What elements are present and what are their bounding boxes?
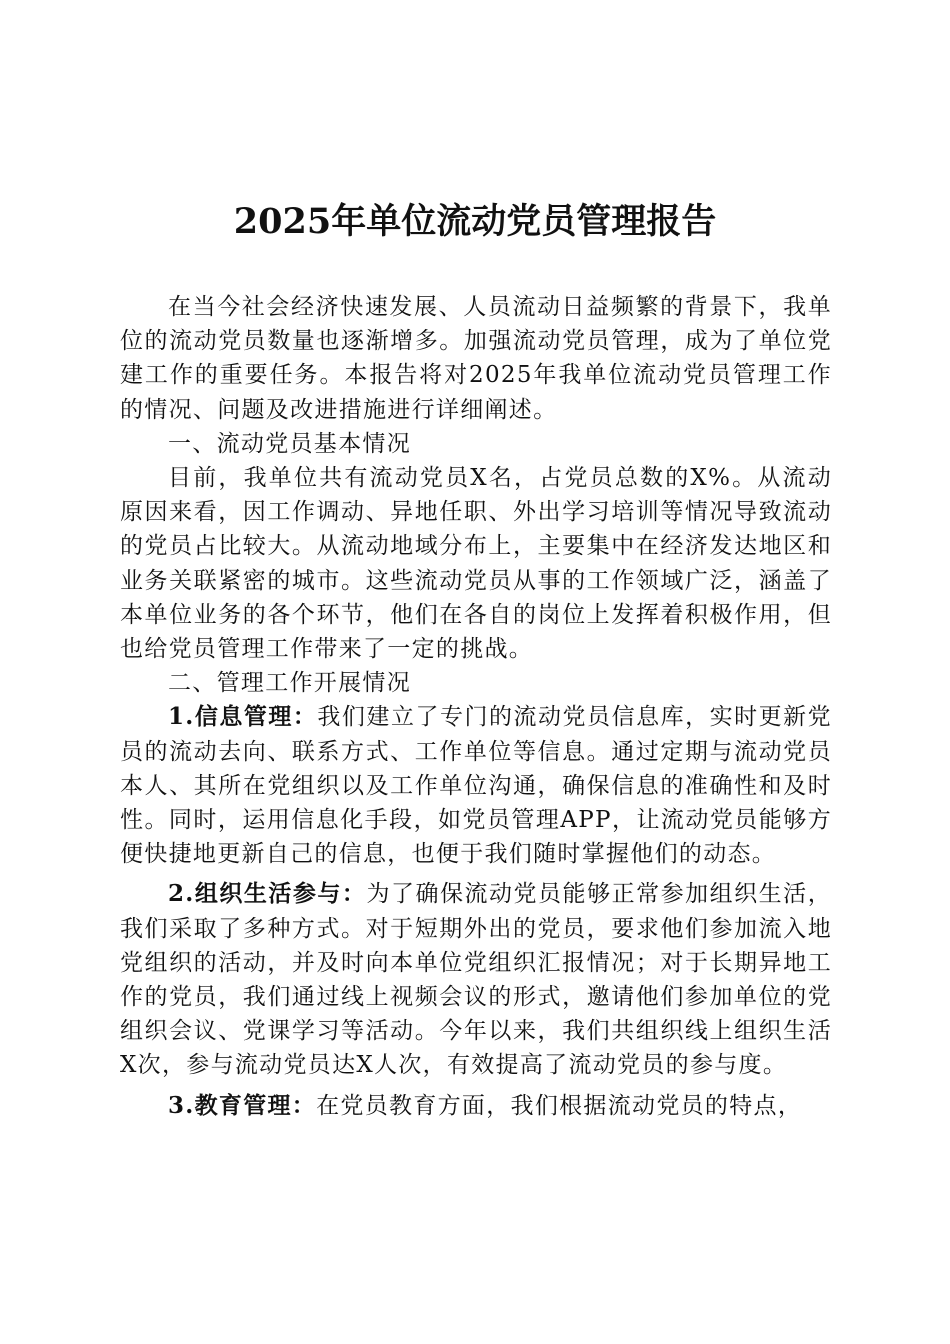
item-education-management — [120, 1089, 832, 1123]
section-2-heading: 二、管理工作开展情况 — [168, 670, 411, 697]
item-info-management — [120, 700, 832, 871]
item-organization-life — [120, 877, 832, 1082]
document-title: 2025年单位流动党员管理报告 — [233, 201, 717, 242]
section-1-paragraph: 目前，我单位共有流动党员X名，占党员总数的X%。从流动原因来看，因工作调动、异地任职、外出学习培训等情况导致流动的党员占比较大。从流动地域分布上，主要集中在经济发达地区和业务关联紧密的城市。这些流动党员从事的工作领域广泛，涵盖了本单位业务的各个环节，他们在各自的岗位上发挥着积极作用，但也给党员管理工作带来了一定的挑战。 — [120, 465, 832, 663]
item-lead: 3.教育管理： — [168, 1091, 317, 1119]
section-1-heading: 一、流动党员基本情况 — [168, 430, 411, 457]
intro-paragraph: 在当今社会经济快速发展、人员流动日益频繁的背景下，我单位的流动党员数量也逐渐增多。加强流动党员管理，成为了单位党建工作的重要任务。本报告将对2025年我单位流动党员管理工作的情况、问题及改进措施进行详细阐述。 — [120, 294, 832, 423]
item-text: 为了确保流动党员能够正常参加组织生活，我们采取了多种方式。对于短期外出的党员，要求他们参加流入地党组织的活动，并及时向本单位党组织汇报情况；对于长期异地工作的党员，我们通过线上视频会议的形式，邀请他们参加单位的党组织会议、党课学习等活动。今年以来，我们共组织线上组织生活X次，参与流动党员达X人次，有效提高了流动党员的参与度。 — [120, 881, 832, 1079]
document-body — [120, 290, 832, 1123]
item-text: 我们建立了专门的流动党员信息库，实时更新党员的流动去向、联系方式、工作单位等信息。通过定期与流动党员本人、其所在党组织以及工作单位沟通，确保信息的准确性和及时性。同时，运用信息化手段，如党员管理APP，让流动党员能够方便快捷地更新自己的信息，也便于我们随时掌握他们的动态。 — [120, 704, 832, 868]
item-lead: 2.组织生活参与： — [168, 880, 367, 908]
item-lead: 1.信息管理： — [168, 703, 318, 731]
item-text: 在党员教育方面，我们根据流动党员的特点， — [316, 1092, 803, 1119]
